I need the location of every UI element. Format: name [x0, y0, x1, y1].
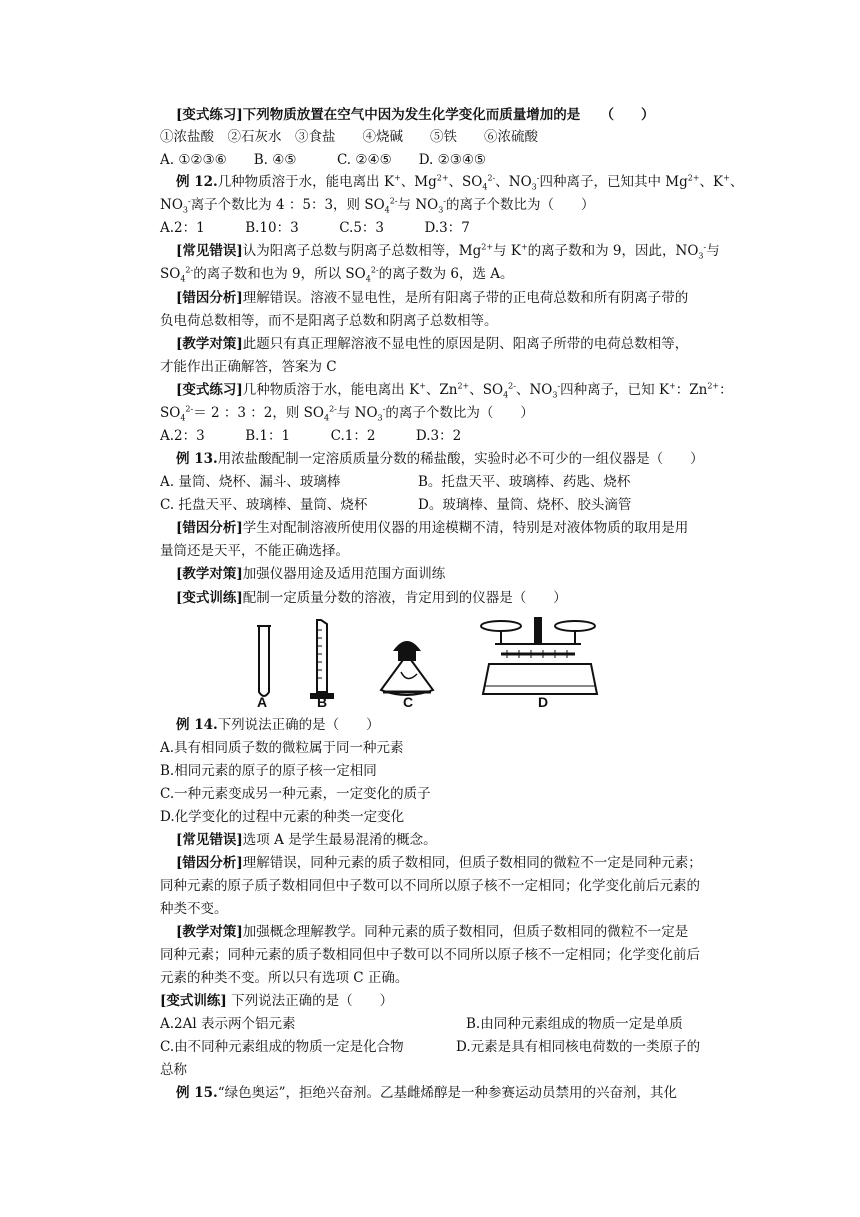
- lab-instruments-figure: [245, 614, 605, 710]
- text: ＝ 2 ：3 ：2，则 SO: [193, 405, 324, 421]
- text-line: [176, 715, 380, 735]
- superscript: 2-: [329, 404, 337, 414]
- text-line: [176, 380, 733, 400]
- subscript: 3: [182, 205, 188, 215]
- text: 与 K: [493, 243, 521, 259]
- superscript: -: [536, 173, 540, 183]
- subscript: 4: [482, 182, 488, 192]
- text-line: [160, 899, 228, 919]
- example-label: 例 14.: [176, 717, 218, 733]
- text-line: [160, 968, 408, 988]
- option-d: D.元素是具有相同核电荷数的一类原子的: [456, 1039, 701, 1055]
- subscript: 4: [180, 413, 186, 423]
- test-tube-icon: [257, 626, 271, 696]
- text: 与 NO: [336, 405, 378, 421]
- section-label: [变式训练]: [160, 993, 227, 1009]
- option-c: C.由不同种元素组成的物质一定是化合物: [160, 1039, 404, 1055]
- text: 同种元素；同种元素的质子数相同但中子数可以不同所以原子核不一定相同；化学变化前后: [160, 947, 700, 963]
- text: 四种离子，已知其中 Mg: [539, 174, 688, 190]
- text: 此题只有真正理解溶液不显电性的原因是阴、阳离子所带的电荷总数相等，: [242, 336, 689, 352]
- text-line: [176, 105, 655, 125]
- example-label: 例 13.: [176, 451, 218, 467]
- section-label: [错因分析]: [176, 855, 243, 871]
- text: 、Zn: [425, 382, 458, 398]
- answer-choices: A. ①②③⑥ B. ④⑤ C. ②④⑤ D. ②③④⑤: [160, 152, 487, 168]
- section-label: [变式练习]: [176, 382, 243, 398]
- text-line: [160, 264, 514, 284]
- subscript: 3: [698, 251, 704, 261]
- text: 、Mg: [400, 174, 437, 190]
- superscript: +: [394, 173, 401, 183]
- text: 四种离子，已知 K: [560, 382, 670, 398]
- text-line: [456, 1037, 700, 1057]
- text: 元素的种类不变。所以只有选项 C 正确。: [160, 970, 409, 986]
- example-label: 例 15.: [176, 1085, 218, 1101]
- superscript: 2-: [185, 265, 194, 275]
- superscript: 2-: [487, 173, 496, 183]
- text-line: [418, 495, 631, 515]
- text: 、K: [699, 174, 724, 190]
- text-line: [160, 784, 431, 804]
- subscript: 4: [180, 274, 186, 284]
- text-line: [160, 311, 498, 331]
- text: 的离子数为 6，选 A。: [378, 266, 514, 282]
- subscript: 3: [552, 390, 558, 400]
- option-b: B.相同元素的原子的原子核一定相同: [160, 763, 377, 779]
- text-line: [160, 150, 486, 170]
- text: 选项 A 是学生最易混淆的概念。: [242, 832, 437, 848]
- superscript: -: [382, 404, 386, 414]
- section-label: [教学对策]: [176, 924, 243, 940]
- example-label: 例 12.: [176, 174, 218, 190]
- option-c: C.一种元素变成另一种元素，一定变化的质子: [160, 786, 431, 802]
- text-line: [160, 357, 337, 377]
- answer-choices: A.2：1 B.10：3 C.5：3 D.3：7: [160, 220, 470, 236]
- text-line: [160, 541, 349, 561]
- text-line: [176, 288, 688, 308]
- text: 理解错误。溶液不显电性，是所有阳离子带的正电荷总数和所有阴离子带的: [242, 290, 689, 306]
- example-12-line: [176, 172, 743, 192]
- text: 负电荷总数相等，而不是阳离子总数和阴离子总数相等。: [160, 313, 498, 329]
- text-line: [176, 334, 688, 354]
- text-line: [160, 807, 404, 827]
- text: SO: [160, 266, 181, 282]
- text: 用浓盐酸配制一定溶质质量分数的稀盐酸，实验时必不可少的一组仪器是（ ）: [217, 451, 704, 467]
- text: 认为阳离子总数与阴离子总数相等，Mg: [242, 243, 482, 259]
- text: 的离子个数比为（ ）: [385, 405, 534, 421]
- alcohol-lamp-icon: [381, 642, 433, 695]
- text: 的离子数和为 9，因此，NO: [527, 243, 699, 259]
- graduated-cylinder-icon: [311, 620, 333, 698]
- text: 下列说法正确的是（ ）: [226, 993, 394, 1009]
- superscript: +: [669, 381, 676, 391]
- text-line: [160, 1037, 404, 1057]
- option-b: B。托盘天平、玻璃棒、药匙、烧杯: [418, 474, 631, 490]
- text-line: [160, 426, 461, 446]
- superscript: 2+: [481, 242, 494, 252]
- superscript: 2-: [389, 196, 398, 206]
- text: 量筒还是天平，不能正确选择。: [160, 543, 349, 559]
- text-line: [176, 518, 688, 538]
- text-line: [160, 991, 393, 1011]
- superscript: 2+: [707, 381, 720, 391]
- text-line: [160, 472, 340, 492]
- subscript: 4: [503, 390, 509, 400]
- text-line: [176, 922, 688, 942]
- text-line: [160, 195, 595, 215]
- text: 几种物质溶于水，能电离出 K: [242, 382, 420, 398]
- text-line: [160, 1014, 296, 1034]
- text: 、: [729, 174, 744, 190]
- text: 离子个数比为 4 ：5：3，则 SO: [190, 197, 385, 213]
- text-line: [176, 1083, 677, 1103]
- figure-label-d: D: [538, 694, 549, 710]
- text: 的离子个数比为（ ）: [446, 197, 595, 213]
- text: 学生对配制溶液所使用仪器的用途模糊不清，特别是对液体物质的取用是用: [242, 520, 689, 536]
- superscript: 2+: [687, 173, 700, 183]
- text-line: [176, 241, 720, 261]
- option-a: A. 量筒、烧杯、漏斗、玻璃棒: [160, 474, 341, 490]
- option-a: A.具有相同质子数的微粒属于同一种元素: [160, 740, 404, 756]
- option-b: B.由同种元素组成的物质一定是单质: [466, 1016, 683, 1032]
- text: 同种元素的原子质子数相同但中子数可以不同所以原子核不一定相同；化学变化前后元素的: [160, 878, 700, 894]
- text: 、NO: [495, 174, 532, 190]
- text: ：Zn: [675, 382, 708, 398]
- text-line: [176, 564, 445, 584]
- text: NO: [160, 197, 183, 213]
- superscript: 2+: [436, 173, 449, 183]
- text: 、NO: [515, 382, 553, 398]
- section-label: [常见错误]: [176, 243, 243, 259]
- text: 理解错误，同种元素的质子数相同，但质子数相同的微粒不一定是同种元素；: [242, 855, 702, 871]
- superscript: 2+: [457, 381, 470, 391]
- superscript: -: [703, 242, 707, 252]
- superscript: 2-: [370, 265, 379, 275]
- figure-label-a: A: [257, 694, 268, 710]
- superscript: 2-: [185, 404, 194, 414]
- option-d: D。玻璃棒、量筒、烧杯、胶头滴管: [418, 497, 632, 513]
- figure-label-b: B: [317, 694, 328, 710]
- subscript: 4: [323, 413, 330, 423]
- text: 加强仪器用途及适用范围方面训练: [242, 566, 446, 582]
- figure-label-c: C: [403, 694, 414, 710]
- section-label: [错因分析]: [176, 520, 243, 536]
- text: 下列说法正确的是（ ）: [217, 717, 380, 733]
- subscript: 3: [438, 205, 444, 215]
- text: 与: [706, 243, 720, 259]
- text: 种类不变。: [160, 901, 228, 917]
- text: 的离子数和也为 9，所以 SO: [193, 266, 366, 282]
- text: 、SO: [469, 382, 504, 398]
- text-line: [160, 403, 534, 423]
- answer-choices: A.2：3 B.1：1 C.1：2 D.3：2: [160, 428, 462, 444]
- section-label: [常见错误]: [176, 832, 243, 848]
- superscript: -: [443, 196, 447, 206]
- variant-exercise-question: [变式练习]下列物质放置在空气中因为发生化学变化而质量增加的是 （ ）: [176, 107, 655, 123]
- superscript: -: [557, 381, 561, 391]
- option-c: C. 托盘天平、玻璃棒、量筒、烧杯: [160, 497, 368, 513]
- superscript: +: [723, 173, 730, 183]
- option-a: A.2Al 表示两个铝元素: [160, 1016, 296, 1032]
- text-line: [160, 876, 700, 896]
- subscript: 3: [377, 413, 383, 423]
- text-line: [160, 1060, 187, 1080]
- superscript: +: [520, 242, 528, 252]
- text-line: [176, 853, 702, 873]
- text: 、SO: [448, 174, 483, 190]
- text-line: [160, 761, 377, 781]
- text-line: [176, 830, 437, 850]
- text: 与 NO: [397, 197, 439, 213]
- text: “绿色奥运”，拒绝兴奋剂。乙基雌烯醇是一种参赛运动员禁用的兴奋剂，其化: [217, 1085, 677, 1101]
- superscript: -: [187, 196, 191, 206]
- subscript: 4: [365, 274, 371, 284]
- text-line: [160, 738, 404, 758]
- text-line: [160, 218, 470, 238]
- text: SO: [160, 405, 181, 421]
- text: 才能作出正确解答，答案为 C: [160, 359, 337, 375]
- text: 几种物质溶于水，能电离出 K: [217, 174, 395, 190]
- text: 总称: [160, 1062, 187, 1078]
- text-line: [160, 495, 367, 515]
- text: 配制一定质量分数的溶液，肯定用到的仪器是（ ）: [242, 590, 567, 606]
- text-line: [176, 588, 567, 608]
- section-label: [教学对策]: [176, 336, 243, 352]
- options-list: ①浓盐酸 ②石灰水 ③食盐 ④烧碱 ⑤铁 ⑥浓硫酸: [160, 129, 538, 145]
- pan-balance-icon: [481, 618, 597, 694]
- subscript: 3: [531, 182, 537, 192]
- text-line: [160, 127, 538, 147]
- text: ：: [719, 382, 733, 398]
- subscript: 4: [384, 205, 390, 215]
- section-label: [错因分析]: [176, 290, 243, 306]
- superscript: +: [419, 381, 426, 391]
- section-label: [教学对策]: [176, 566, 243, 582]
- option-d: D.化学变化的过程中元素的种类一定变化: [160, 809, 405, 825]
- text-line: [418, 472, 630, 492]
- text-line: [176, 449, 704, 469]
- text-line: [466, 1014, 683, 1034]
- text-line: [160, 945, 700, 965]
- section-label: [变式训练]: [176, 590, 243, 606]
- superscript: 2-: [508, 381, 516, 391]
- text: 加强概念理解教学。同种元素的质子数相同，但质子数相同的微粒不一定是: [242, 924, 689, 940]
